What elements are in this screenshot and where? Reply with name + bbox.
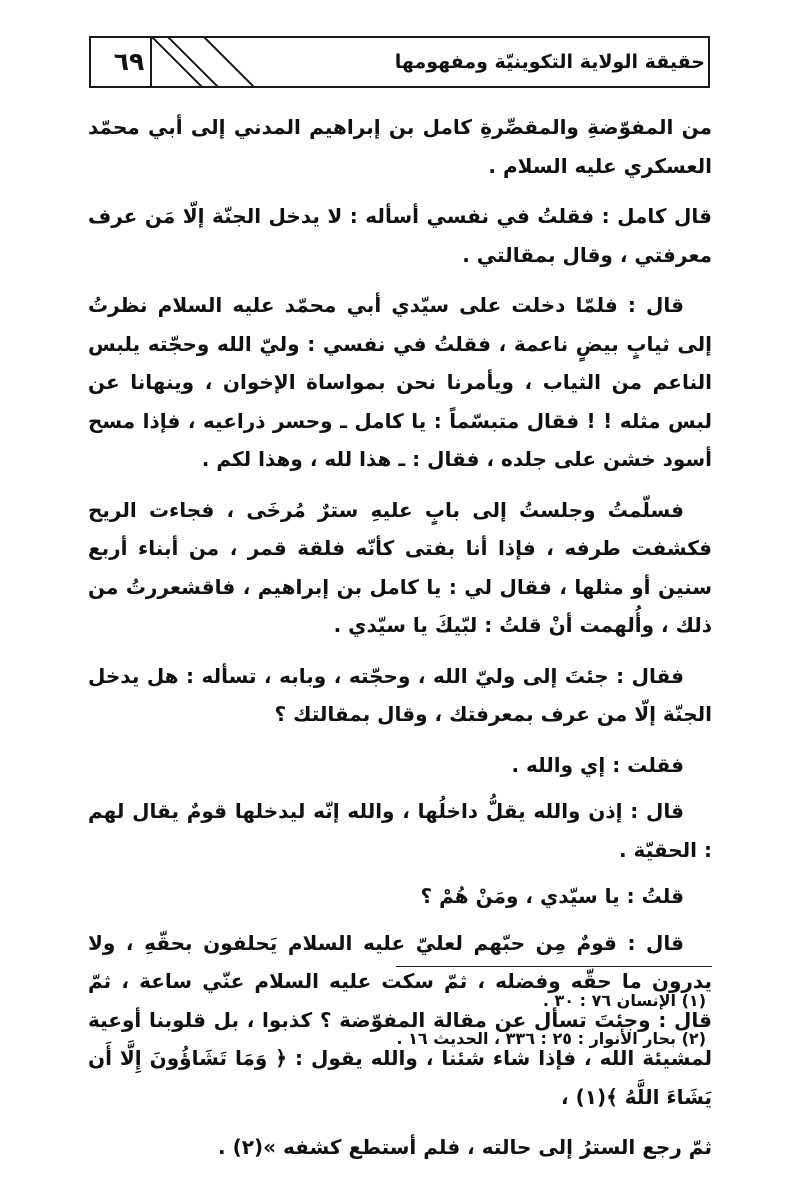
- paragraph: قلتُ : يا سيّدي ، ومَنْ هُمْ ؟: [420, 884, 684, 908]
- paragraph: فقال : جئتَ إلى وليّ الله ، وحجّته ، وبابه ، تسأله : هل يدخل الجنّة إلّا من عرف بمعرفتك ، وقال بمقالتك ؟: [88, 663, 712, 726]
- paragraph: قال : إذن والله يقلُّ داخلُها ، والله إنّه ليدخلها قومٌ يقال لهم : الحقيّة .: [88, 799, 712, 862]
- paragraph: ثمّ رجع السترُ إلى حالته ، فلم أستطع كشفه »(٢) .: [218, 1135, 712, 1159]
- paragraph: فقلت : إي والله .: [511, 752, 684, 777]
- paragraph: من المفوّضةِ والمقصِّرةِ كامل بن إبراهيم المدني إلى أبي محمّد العسكري عليه السلام .: [88, 115, 712, 178]
- page-number: ٦٩: [113, 47, 145, 76]
- paragraph: قال : فلمّا دخلت على سيّدي أبي محمّد عليه السلام نظرتُ إلى ثيابٍ بيضٍ ناعمة ، فقلتُ في نفسي : وليّ الله وحجّته يلبس الناعم من الثياب ، ويأمرنا نحن بمواساة الإخوان ، وينهانا عن لبس مثله ! ! فقال متبسّماً : يا كامل ـ وحسر ذراعيه ، فإذا مسح أسود خشن على جلده ، فقال : ـ هذا لله ، وهذا لكم .: [88, 293, 712, 471]
- paragraph: قال كامل : فقلتُ في نفسي أسأله : لا يدخل الجنّة إلّا مَن عرف معرفتي ، وقال بمقالتي .: [88, 204, 712, 267]
- paragraph: فسلّمتُ وجلستُ إلى بابٍ عليهِ سترٌ مُرخَى ، فجاءت الريح فكشفت طرفه ، فإذا أنا بفتى كأنّه فلقة قمر ، من أبناء أربع سنين أو مثلها ، فقال لي : يا كامل بن إبراهيم ، فاقشعررتُ من ذلك ، وأُلهمت أنْ قلتُ : لبّيكَ يا سيّدي .: [88, 497, 712, 637]
- running-title: حقيقة الولاية التكوينيّة ومفهومها: [394, 51, 705, 73]
- footnote: (١) الإنسان ٧٦ : ٣٠ .: [542, 991, 706, 1010]
- paragraph: قال : قومٌ مِن حبّهم لعليّ عليه السلام يَحلفون بحقّهِ ، ولا يدرون ما حقّه وفضله ، ثمّ سكت عليه السلام عنّي ساعة ، ثمّ قال : وجئتَ تسأل عن مقالة المفوّضة ؟ كذبوا ، بل قلوبنا أوعية لمشيئة الله ، فإذا شاء شئنا ، والله يقول : ﴿ وَمَا تَشَاؤُونَ إِلَّا أَن يَشَاءَ اللَّهُ ﴾(١) ،: [88, 930, 712, 1109]
- footnotes: [88, 985, 712, 1061]
- footnote: (٢) بحار الأنوار : ٢٥ : ٣٣٦ ، الحديث ١٦ .: [396, 1029, 706, 1048]
- footnote-separator: [396, 966, 712, 967]
